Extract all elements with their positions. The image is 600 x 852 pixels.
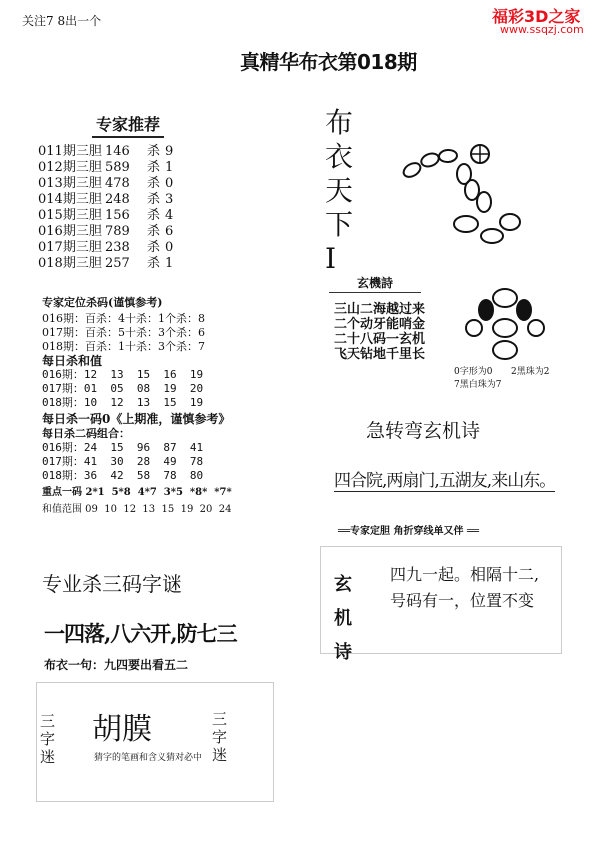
expert-cell-num: 156 (105, 208, 130, 223)
expert-cell-period: 017期三胆 (38, 240, 102, 255)
expert-title: 专家推荐 (96, 112, 160, 135)
expert-cell-k: 4 (165, 208, 174, 223)
poem-line: 二十八码一玄机 (334, 332, 426, 347)
expert-cell-period: 016期三胆 (38, 224, 102, 239)
expert-cell-num: 589 (105, 160, 130, 175)
poem-line: 飞天钻地千里长 (334, 347, 426, 362)
daily-two-sub: 每日杀二码组合： (42, 427, 130, 440)
expert-cell-period: 014期三胆 (38, 192, 102, 207)
sihe-line: 四合院,两扇门,五湖友,来山东。 (334, 466, 555, 492)
daily-sum-row: 018期：10 12 13 15 19 (42, 396, 204, 409)
daily-one-title: 每日杀一码0《上期准，谨慎参考》 (42, 412, 231, 426)
page-title: 真精华布衣第018期 (240, 50, 417, 74)
riddle-box (36, 682, 274, 802)
focus-note: 关注7 8出一个 (22, 14, 102, 28)
buyi-vertical-title: 布衣天下I (325, 106, 354, 275)
sanzi-right: 三字迷 (212, 710, 228, 764)
brand-logo-text: 福彩3D之家 (492, 7, 581, 26)
expert-cell-kill: 杀 (147, 192, 161, 207)
xuanji-title: 玄機詩 (357, 276, 394, 290)
expert-dingdan-line: ══专家定胆 角折穿线单又伴 ══ (338, 526, 480, 537)
expert-cell-period: 015期三胆 (38, 208, 102, 223)
sijiu-line-2: 号码有一，位置不变 (390, 591, 535, 610)
legend-two: 2黑珠为2 (511, 367, 550, 377)
position-kill-row: 018期：百杀：1十杀：3个杀：7 (42, 340, 205, 353)
key-code: 重点一码 2*1 5*8 4*7 3*5 *8* *7* (42, 487, 232, 498)
expert-cell-kill: 杀 (147, 160, 161, 175)
sanzi-left: 三字迷 (40, 712, 56, 766)
pro-kill-title: 专业杀三码字谜 (42, 572, 182, 596)
expert-cell-num: 248 (105, 192, 130, 207)
expert-cell-kill: 杀 (147, 224, 161, 239)
xuanji-vertical: 玄机诗 (334, 574, 352, 663)
riddle-characters: 胡膜 (92, 712, 152, 747)
legend-seven: 7黑白珠为7 (454, 380, 502, 390)
bead-cross-icon (460, 284, 550, 364)
expert-cell-kill: 杀 (147, 256, 161, 271)
bead-drawing-icon (392, 136, 542, 246)
expert-cell-num: 789 (105, 224, 130, 239)
expert-cell-period: 018期三胆 (38, 256, 102, 271)
daily-one-row: 018期：36 42 58 78 80 (42, 469, 204, 482)
expert-cell-period: 011期三胆 (38, 144, 102, 159)
sum-range: 和值范围 09 10 12 13 15 19 20 24 (42, 504, 232, 515)
riddle-line: 一四落,八六开,防七三 (44, 621, 237, 646)
position-kill-title: 专家定位杀码(谨慎参考) (42, 296, 163, 309)
expert-cell-k: 1 (165, 256, 174, 271)
expert-cell-k: 9 (165, 144, 174, 159)
jizhuan-title: 急转弯玄机诗 (366, 420, 481, 442)
position-kill-row: 017期：百杀：5十杀：3个杀：6 (42, 326, 205, 339)
position-kill-row: 016期：百杀：4十杀：1个杀：8 (42, 312, 205, 325)
expert-cell-kill: 杀 (147, 208, 161, 223)
expert-cell-k: 6 (165, 224, 174, 239)
expert-cell-k: 0 (165, 176, 174, 191)
expert-cell-k: 3 (165, 192, 174, 207)
daily-one-row: 016期：24 15 96 87 41 (42, 441, 204, 454)
daily-sum-row: 016期：12 13 15 16 19 (42, 368, 204, 381)
expert-cell-num: 146 (105, 144, 130, 159)
poem-line: 二个动牙能哨金 (334, 317, 426, 332)
legend-zero: 0字形为0 (454, 367, 493, 377)
expert-cell-kill: 杀 (147, 240, 161, 255)
expert-cell-kill: 杀 (147, 144, 161, 159)
daily-one-row: 017期：41 30 28 49 78 (42, 455, 204, 468)
expert-cell-k: 0 (165, 240, 174, 255)
expert-cell-kill: 杀 (147, 176, 161, 191)
brand-url: www.ssqzj.com (500, 23, 584, 36)
daily-sum-title: 每日杀和值 (42, 354, 103, 368)
expert-row (38, 252, 185, 271)
buyi-line: 布衣一句：九四要出看五二 (44, 658, 189, 672)
poem-line: 三山二海越过来 (334, 302, 426, 317)
expert-cell-num: 478 (105, 176, 130, 191)
expert-cell-period: 013期三胆 (38, 176, 102, 191)
sijiu-line-1: 四九一起。相隔十二, (390, 565, 540, 584)
expert-cell-period: 012期三胆 (38, 160, 102, 175)
expert-cell-num: 238 (105, 240, 130, 255)
riddle-note: 猜字的笔画和含义猜对必中 (94, 753, 203, 763)
expert-cell-k: 1 (165, 160, 174, 175)
expert-cell-num: 257 (105, 256, 130, 271)
daily-sum-row: 017期：01 05 08 19 20 (42, 382, 204, 395)
